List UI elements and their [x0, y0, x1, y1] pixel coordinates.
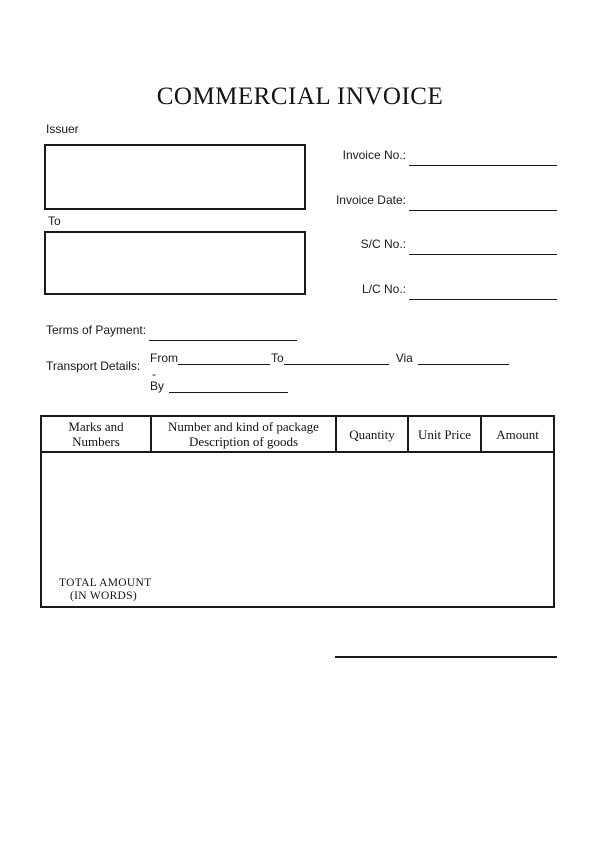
lc-no-field[interactable] — [409, 284, 557, 300]
invoice-date-field[interactable] — [409, 195, 557, 211]
transport-details-label: Transport Details: — [46, 359, 141, 373]
col-header-package-line1: Number and kind of package — [168, 419, 319, 434]
goods-table-header-row — [41, 416, 554, 452]
invoice-date-row — [300, 193, 557, 208]
transport-dash: - — [152, 367, 156, 381]
transport-to-label: To — [271, 351, 284, 365]
transport-from-field[interactable] — [178, 352, 270, 365]
transport-by-row — [150, 379, 288, 394]
col-header-unit-price: Unit Price — [408, 416, 481, 452]
sc-no-label: S/C No.: — [360, 237, 406, 251]
lc-no-row — [300, 282, 557, 297]
transport-via-field[interactable] — [418, 352, 509, 365]
sc-no-row — [300, 237, 557, 252]
transport-from-label: From — [150, 351, 178, 365]
terms-of-payment-row — [46, 323, 297, 338]
col-header-package-description — [151, 416, 336, 452]
consignee-box[interactable] — [44, 231, 306, 295]
transport-route-row — [150, 351, 509, 366]
consignee-label: To — [48, 214, 61, 228]
goods-table — [40, 415, 555, 608]
invoice-no-row — [300, 148, 557, 163]
transport-by-label: By — [150, 379, 165, 393]
invoice-no-label: Invoice No.: — [342, 148, 406, 162]
signature-line[interactable] — [335, 640, 557, 658]
issuer-label: Issuer — [46, 122, 79, 136]
total-in-words-label: (IN WORDS) — [70, 590, 137, 602]
goods-table-body-row — [41, 452, 554, 607]
issuer-box[interactable] — [44, 144, 306, 210]
total-amount-label: TOTAL AMOUNT — [59, 577, 152, 589]
invoice-no-field[interactable] — [409, 150, 557, 166]
invoice-date-label: Invoice Date: — [335, 193, 406, 207]
col-header-marks-and-numbers: Marks and Numbers — [41, 416, 151, 452]
terms-of-payment-field[interactable] — [149, 325, 297, 341]
lc-no-label: L/C No.: — [361, 282, 406, 296]
goods-entry-area[interactable] — [41, 452, 554, 607]
page-title: COMMERCIAL INVOICE — [156, 83, 444, 110]
terms-of-payment-label: Terms of Payment: — [46, 323, 147, 337]
transport-via-label: Via — [395, 351, 413, 365]
col-header-package-line2: Description of goods — [188, 434, 299, 449]
transport-by-field[interactable] — [169, 380, 288, 393]
col-header-amount: Amount — [481, 416, 554, 452]
transport-to-field[interactable] — [284, 352, 389, 365]
sc-no-field[interactable] — [409, 239, 557, 255]
col-header-quantity: Quantity — [336, 416, 408, 452]
